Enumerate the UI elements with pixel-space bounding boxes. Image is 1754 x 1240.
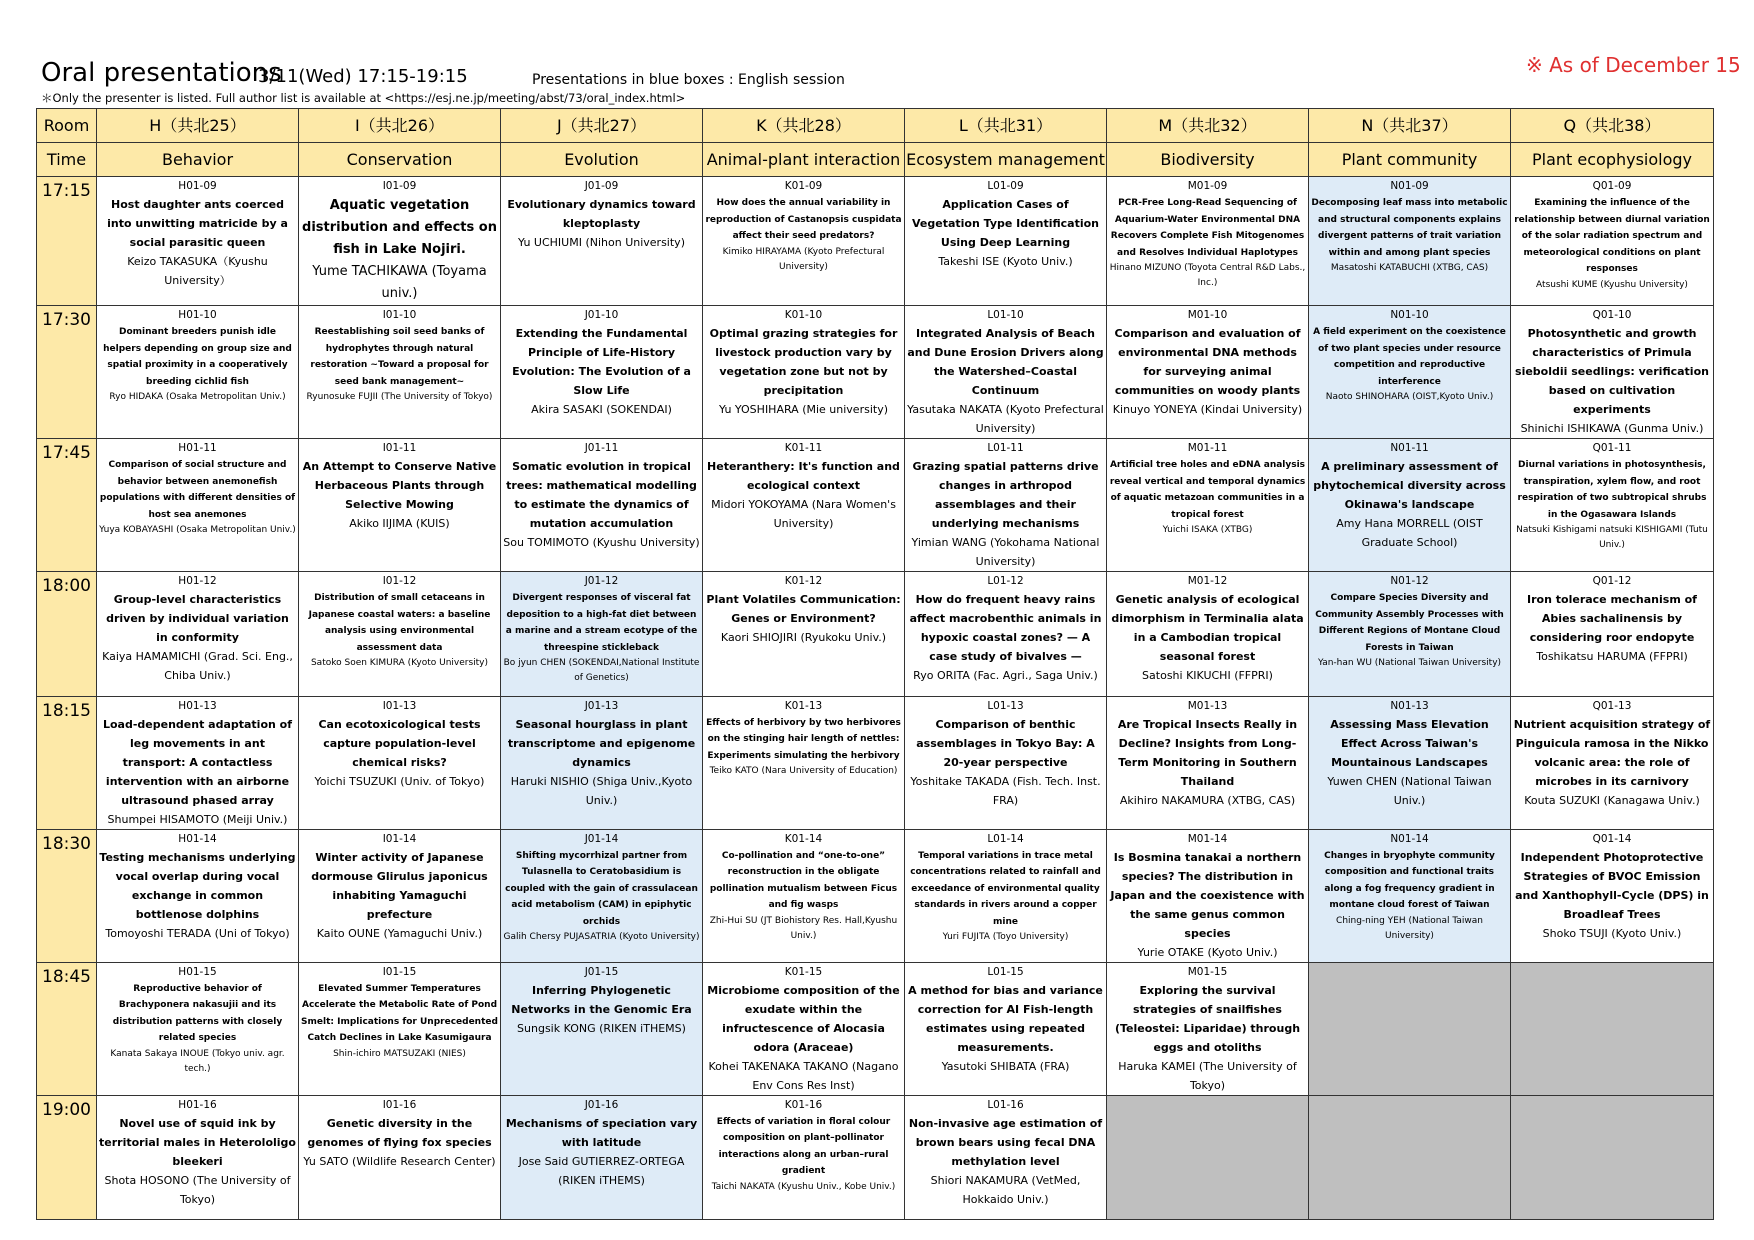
presentation-cell — [1309, 572, 1511, 697]
presenter-name: Ryunosuke FUJII (The University of Tokyo) — [306, 392, 493, 402]
presentation-cell — [299, 439, 501, 572]
presentation-code: M01-09 — [1187, 180, 1228, 192]
presentation-title: Decomposing leaf mass into metabolic and structural components explains divergent patterns of trait variation within and among plant species — [1311, 198, 1508, 258]
presentation-cell — [97, 306, 299, 439]
presenter-name: Yuya KOBAYASHI (Osaka Metropolitan Univ.) — [99, 525, 296, 535]
presenter-name: Yan-han WU (National Taiwan University) — [1317, 658, 1502, 668]
presentation-title: Co-pollination and “one-to-one” reconstruction in the obligate pollination mutualism between Ficus and fig wasps — [709, 850, 898, 910]
presenter-name: Satoshi KIKUCHI (FFPRI) — [1142, 669, 1273, 682]
presentation-cell — [1511, 829, 1714, 962]
presentation-code: I01-15 — [382, 965, 417, 978]
presentation-cell — [1309, 696, 1511, 829]
presentation-code: N01-12 — [1390, 575, 1429, 587]
presenter-name: Sungsik KONG (RIKEN iTHEMS) — [517, 1021, 686, 1035]
presentation-title: Artificial tree holes and eDNA analysis reveal vertical and temporal dynamics of aquatic metazoan communities in a tropical forest — [1109, 460, 1306, 520]
presentation-code: Q01-11 — [1592, 442, 1632, 454]
time-slot-label: 18:00 — [37, 572, 97, 697]
presenter-name: Shinichi ISHIKAWA (Gunma Univ.) — [1520, 422, 1704, 435]
topic-header: Evolution — [501, 143, 703, 177]
presentation-code: Q01-12 — [1592, 575, 1632, 587]
presentation-code: H01-13 — [178, 699, 217, 712]
presentation-code: N01-09 — [1390, 180, 1429, 192]
presentation-code: Q01-10 — [1592, 309, 1632, 321]
presenter-name: Yurie OTAKE (Kyoto Univ.) — [1137, 945, 1278, 959]
room-header: Q（共北38） — [1511, 109, 1714, 143]
presentation-code: K01-11 — [784, 442, 823, 454]
room-header: I（共北26） — [299, 109, 501, 143]
presentation-title: Seasonal hourglass in plant transcriptome and epigenome dynamics — [507, 717, 696, 769]
presentation-code: I01-10 — [382, 309, 417, 321]
presentation-code: L01-09 — [987, 180, 1024, 192]
presentation-title: Host daughter ants coerced into unwitting matricide by a social parasitic queen — [107, 198, 288, 249]
presentation-cell — [905, 572, 1107, 697]
presentation-cell — [97, 439, 299, 572]
presentation-title: Distribution of small cetaceans in Japanese coastal waters: a baseline analysis using environmental assessment data — [308, 593, 491, 653]
time-slot-row — [37, 572, 1714, 697]
empty-slot — [1309, 962, 1511, 1095]
presentation-title: Iron tolerace mechanism of Abies sachalinensis by considering roor endopyte — [1527, 593, 1697, 644]
presentation-title: Integrated Analysis of Beach and Dune Erosion Drivers along the Watershed–Coastal Continuum — [907, 327, 1104, 397]
presentation-title: Assessing Mass Elevation Effect Across Taiwan's Mountainous Landscapes — [1330, 717, 1489, 769]
presentation-title: Reproductive behavior of Brachyponera nakasujii and its distribution patterns with closely related species — [112, 983, 283, 1043]
presentation-code: H01-15 — [178, 965, 217, 978]
presentation-code: Q01-09 — [1592, 180, 1632, 192]
as-of-date: ※ As of December 15 — [1526, 53, 1741, 77]
time-slot-label: 17:15 — [37, 177, 97, 306]
presentation-title: Extending the Fundamental Principle of Life-History Evolution: The Evolution of a Slow Life — [512, 327, 691, 397]
time-slot-row — [37, 1095, 1714, 1220]
presentation-code: J01-12 — [584, 575, 619, 587]
presenter-name: Natsuki Kishigami natsuki KISHIGAMI (Tutu Univ.) — [1516, 525, 1708, 550]
presenter-name: Akihiro NAKAMURA (XTBG, CAS) — [1119, 793, 1296, 807]
presentation-cell — [299, 1095, 501, 1220]
presenter-name: Toshikatsu HARUMA (FFPRI) — [1536, 650, 1688, 663]
presentation-code: L01-15 — [987, 965, 1024, 978]
presentation-cell — [905, 439, 1107, 572]
time-slot-row — [37, 829, 1714, 962]
time-slot-row — [37, 696, 1714, 829]
time-slot-row — [37, 177, 1714, 306]
presenter-name: Yuri FUJITA (Toyo University) — [942, 932, 1069, 942]
presentation-code: M01-15 — [1187, 965, 1228, 978]
presentation-title: Dominant breeders punish idle helpers depending on group size and spatial proximity in a cooperatively breeding cichlid fish — [103, 327, 292, 387]
time-slot-label: 19:00 — [37, 1095, 97, 1220]
presentation-code: I01-13 — [382, 699, 417, 712]
presentation-cell — [501, 962, 703, 1095]
presentation-title: Is Bosmina tanakai a northern species? The distribution in Japan and the coexistence with the same genus common species — [1110, 850, 1305, 940]
presentation-code: L01-11 — [987, 442, 1024, 454]
presentation-title: Comparison and evaluation of environmental DNA methods for surveying animal communities on woody plants — [1114, 327, 1301, 397]
presenter-name: Kanata Sakaya INOUE (Tokyo univ. agr. tech.) — [110, 1048, 285, 1074]
presentation-code: N01-11 — [1390, 442, 1429, 454]
presentation-cell — [501, 177, 703, 306]
presenter-name: Haruka KAMEI (The University of Tokyo) — [1118, 1059, 1297, 1092]
presenter-name: Akiko IIJIMA (KUIS) — [349, 517, 450, 530]
presenter-name: Keizo TAKASUKA（Kyushu University） — [127, 255, 268, 287]
time-slot-label: 17:45 — [37, 439, 97, 572]
presentation-cell — [703, 829, 905, 962]
presentation-title: Somatic evolution in tropical trees: mathematical modelling to estimate the dynamics of mutation accumulation — [506, 460, 697, 530]
presentation-cell — [97, 177, 299, 306]
presenter-name: Atsushi KUME (Kyushu University) — [1536, 279, 1688, 290]
presenter-name: Yoichi TSUZUKI (Univ. of Tokyo) — [314, 774, 485, 788]
presenter-name: Zhi-Hui SU (JT Biohistory Res. Hall,Kyushu Univ.) — [709, 915, 898, 941]
presenter-name: Kaori SHIOJIRI (Ryukoku Univ.) — [720, 631, 887, 644]
time-slot-label: 18:30 — [37, 829, 97, 962]
presentation-title: Divergent responses of visceral fat deposition to a high-fat diet between a marine and a stream ecotype of the threespine stickleback — [505, 593, 698, 653]
presentation-cell — [703, 1095, 905, 1220]
presentation-code: L01-14 — [987, 832, 1024, 845]
presentation-cell — [703, 962, 905, 1095]
presenter-name: Bo jyun CHEN (SOKENDAI,National Institute of Genetics) — [503, 658, 700, 683]
presentation-code: H01-14 — [178, 832, 217, 845]
presentation-cell — [1511, 177, 1714, 306]
topic-header: Conservation — [299, 143, 501, 177]
presenter-name: Taichi NAKATA (Kyushu Univ., Kobe Univ.) — [711, 1181, 896, 1192]
presentation-cell — [97, 572, 299, 697]
empty-slot — [1309, 1095, 1511, 1220]
presentation-title: Can ecotoxicological tests capture population-level chemical risks? — [318, 717, 481, 769]
presentation-cell — [501, 439, 703, 572]
presentation-code: I01-12 — [382, 575, 417, 587]
presentation-code: N01-10 — [1390, 309, 1429, 321]
presentation-title: Genetic analysis of ecological dimorphism in Terminalia alata in a Cambodian tropical seasonal forest — [1111, 593, 1304, 663]
presentation-title: Evolutionary dynamics toward kleptoplasty — [507, 198, 696, 230]
presentation-cell — [299, 572, 501, 697]
presenter-name: Yume TACHIKAWA (Toyama univ.) — [312, 264, 487, 301]
topic-header: Plant ecophysiology — [1511, 143, 1714, 177]
time-slot-label: 17:30 — [37, 306, 97, 439]
presentation-title: Grazing spatial patterns drive changes in arthropod assemblages and their underlying mechanisms — [912, 460, 1099, 530]
presenter-name: Yu UCHIUMI (Nihon University) — [518, 236, 685, 249]
presentation-title: Load-dependent adaptation of leg movements in ant transport: A contactless intervention with an airborne ultrasound phased array — [102, 717, 293, 807]
presentation-cell — [501, 306, 703, 439]
presentation-cell — [97, 829, 299, 962]
presentation-code: L01-10 — [987, 309, 1024, 321]
presentation-cell — [905, 177, 1107, 306]
presentation-title: Application Cases of Vegetation Type Identification Using Deep Learning — [912, 198, 1099, 249]
presenter-name: Satoko Soen KIMURA (Kyoto University) — [310, 658, 489, 668]
presentation-cell — [703, 439, 905, 572]
presentation-code: N01-14 — [1390, 832, 1429, 845]
presentation-title: Diurnal variations in photosynthesis, transpiration, xylem flow, and root respiration of two subtropical shrubs in the Ogasawara Islands — [1517, 460, 1707, 520]
presentation-title: Shifting mycorrhizal partner from Tulasnella to Ceratobasidium is coupled with the gain of crassulacean acid metabolism (CAM) in epiphytic orchids — [505, 850, 698, 927]
presentation-cell — [1107, 696, 1309, 829]
presenter-name: Shoko TSUJI (Kyoto Univ.) — [1542, 926, 1682, 940]
presentation-title: Comparison of social structure and behavior between anemonefish populations with different densities of host sea anemones — [99, 460, 296, 520]
presentation-code: J01-10 — [584, 309, 619, 321]
empty-slot — [1107, 1095, 1309, 1220]
presenter-name: Midori YOKOYAMA (Nara Women's University) — [711, 498, 896, 530]
presentation-cell — [905, 962, 1107, 1095]
presentation-cell — [1107, 962, 1309, 1095]
presenter-name: Teiko KATO (Nara University of Education) — [709, 766, 898, 776]
presentation-cell — [97, 962, 299, 1095]
presentation-title: Mechanisms of speciation vary with latitude — [505, 1116, 698, 1149]
presentation-code: Q01-14 — [1592, 832, 1632, 845]
presentation-title: Testing mechanisms underlying vocal overlap during vocal exchange in common bottlenose dolphins — [99, 850, 296, 921]
presentation-title: A method for bias and variance correction for AI Fish-length estimates using repeated measurements. — [908, 983, 1103, 1054]
presentation-code: J01-13 — [584, 699, 619, 712]
presentation-title: Temporal variations in trace metal concentrations related to rainfall and exceedance of environmental quality standards in rivers around a copper mine — [910, 850, 1101, 927]
presenter-name: Yuwen CHEN (National Taiwan Univ.) — [1327, 774, 1492, 807]
presenter-name: Haruki NISHIO (Shiga Univ.,Kyoto Univ.) — [510, 774, 693, 807]
presentation-code: K01-13 — [784, 699, 823, 712]
presentation-cell — [1511, 696, 1714, 829]
presentation-code: J01-11 — [584, 442, 619, 454]
english-session-note: Presentations in blue boxes : English session — [532, 72, 845, 88]
presentation-cell — [905, 696, 1107, 829]
presenter-name: Ching-ning YEH (National Taiwan University) — [1336, 915, 1483, 941]
presenter-name: Kouta SUZUKI (Kanagawa Univ.) — [1524, 793, 1700, 807]
presentation-cell — [1511, 306, 1714, 439]
presentation-cell — [501, 1095, 703, 1220]
presentation-title: Photosynthetic and growth characteristics of Primula sieboldii seedlings: verification based on cultivation experiments — [1515, 327, 1709, 416]
presentation-cell — [97, 1095, 299, 1220]
presentation-cell — [703, 572, 905, 697]
schedule-table — [36, 108, 1714, 1220]
presenter-name: Galih Chersy PUJASATRIA (Kyoto University) — [503, 932, 700, 942]
presentation-cell — [905, 1095, 1107, 1220]
presentation-code: J01-15 — [584, 965, 619, 978]
presentation-cell — [501, 696, 703, 829]
room-header: K（共北28） — [703, 109, 905, 143]
presentation-title: Comparison of benthic assemblages in Tokyo Bay: A 20-year perspective — [916, 717, 1095, 769]
presentation-title: Optimal grazing strategies for livestock production vary by vegetation zone but not by precipitation — [709, 327, 898, 397]
presentation-cell — [97, 696, 299, 829]
presentation-cell — [905, 306, 1107, 439]
presentation-cell — [501, 829, 703, 962]
topic-header: Ecosystem management — [905, 143, 1107, 177]
presentation-code: H01-16 — [178, 1098, 217, 1111]
presentation-cell — [1309, 306, 1511, 439]
presentation-title: Inferring Phylogenetic Networks in the Genomic Era — [511, 983, 692, 1016]
presentation-cell — [905, 829, 1107, 962]
presentation-code: L01-16 — [987, 1098, 1024, 1111]
presenter-name: Masatoshi KATABUCHI (XTBG, CAS) — [1330, 263, 1489, 273]
presenter-name: Hinano MIZUNO (Toyota Central R&D Labs., Inc.) — [1109, 263, 1306, 288]
page-title: Oral presentations — [41, 58, 282, 88]
presenter-name: Yimian WANG (Yokohama National University) — [911, 536, 1100, 568]
presentation-title: Examining the influence of the relationship between diurnal variation of the solar radiation spectrum and meteorological conditions on plant responses — [1514, 198, 1710, 274]
presentation-title: How does the annual variability in reproduction of Castanopsis cuspidata affect their seed predators? — [705, 198, 902, 241]
presentation-title: Aquatic vegetation distribution and effects on fish in Lake Nojiri. — [302, 198, 497, 257]
presenter-name: Sou TOMIMOTO (Kyushu University) — [503, 536, 700, 549]
presentation-title: How do frequent heavy rains affect macrobenthic animals in hypoxic coastal zones? — A case study of bivalves — — [909, 593, 1102, 663]
topic-header: Biodiversity — [1107, 143, 1309, 177]
presentation-title: Heteranthery: It's function and ecological context — [707, 460, 900, 492]
presentation-title: Microbiome composition of the exudate within the infructescence of Alocasia odora (Araceae) — [707, 983, 900, 1054]
presentation-title: A field experiment on the coexistence of two plant species under resource competition and reproductive interference — [1313, 327, 1506, 387]
presentation-title: Group-level characteristics driven by individual variation in conformity — [106, 593, 289, 644]
presentation-code: L01-12 — [987, 575, 1024, 587]
topic-header: Plant community — [1309, 143, 1511, 177]
presentation-title: Effects of variation in floral colour composition on plant–pollinator interactions along an urban–rural gradient — [716, 1116, 891, 1176]
presenter-name: Naoto SHINOHARA (OIST,Kyoto Univ.) — [1325, 392, 1494, 402]
topic-header-row — [37, 143, 1714, 177]
presentation-cell — [1107, 177, 1309, 306]
presentation-code: N01-13 — [1390, 699, 1429, 712]
presenter-name: Shota HOSONO (The University of Tokyo) — [104, 1173, 291, 1206]
presenter-name: Yuichi ISAKA (XTBG) — [1162, 525, 1253, 535]
presentation-code: L01-13 — [987, 699, 1024, 712]
presentation-cell — [1511, 439, 1714, 572]
presentation-cell — [299, 306, 501, 439]
time-slot-row — [37, 962, 1714, 1095]
presenter-name: Yu SATO (Wildlife Research Center) — [303, 1154, 496, 1168]
presentation-code: M01-14 — [1187, 832, 1228, 845]
presentation-cell — [703, 306, 905, 439]
presenter-name: Amy Hana MORRELL (OIST Graduate School) — [1336, 517, 1483, 549]
time-label: Time — [37, 143, 97, 177]
presentation-code: I01-14 — [382, 832, 417, 845]
presenter-name: Shin-ichiro MATSUZAKI (NIES) — [333, 1048, 466, 1059]
room-header: M（共北32） — [1107, 109, 1309, 143]
presentation-cell — [299, 177, 501, 306]
presentation-code: M01-13 — [1187, 699, 1228, 712]
presentation-code: M01-11 — [1187, 442, 1228, 454]
room-header-row — [37, 109, 1714, 143]
presentation-title: A preliminary assessment of phytochemical diversity across Okinawa's landscape — [1313, 460, 1506, 511]
session-datetime: 3/11(Wed) 17:15-19:15 — [258, 66, 468, 87]
presentation-cell — [1511, 572, 1714, 697]
presenter-name: Kaito OUNE (Yamaguchi Univ.) — [316, 926, 483, 940]
presenter-name: Shiori NAKAMURA (VetMed, Hokkaido Univ.) — [930, 1173, 1081, 1206]
presentation-code: H01-12 — [178, 575, 217, 587]
presenter-name: Kinuyo YONEYA (Kindai University) — [1112, 403, 1303, 416]
presentation-cell — [299, 962, 501, 1095]
author-list-note: ＊Only the presenter is listed. Full author list is available at <https://esj.ne.jp/meeting/abst/73/oral_index.html> — [41, 91, 686, 105]
room-header: N（共北37） — [1309, 109, 1511, 143]
presentation-title: Changes in bryophyte community composition and functional traits along a fog frequency gradient in montane cloud forest of Taiwan — [1324, 850, 1495, 910]
presentation-title: Novel use of squid ink by territorial males in Heterololigo bleekeri — [99, 1116, 296, 1168]
presentation-code: I01-11 — [382, 442, 417, 454]
presentation-title: Genetic diversity in the genomes of flying fox species — [307, 1116, 492, 1149]
presentation-cell — [1309, 829, 1511, 962]
presenter-name: Takeshi ISE (Kyoto Univ.) — [938, 255, 1073, 268]
time-slot-label: 18:45 — [37, 962, 97, 1095]
presentation-cell — [299, 829, 501, 962]
presentation-code: K01-10 — [784, 309, 823, 321]
presentation-cell — [1107, 306, 1309, 439]
time-slot-label: 18:15 — [37, 696, 97, 829]
presentation-title: Compare Species Diversity and Community Assembly Processes with Different Regions of Montane Cloud Forests in Taiwan — [1315, 593, 1504, 653]
empty-slot — [1511, 962, 1714, 1095]
presentation-cell — [703, 696, 905, 829]
presentation-code: K01-09 — [784, 180, 823, 192]
presenter-name: Yasutoki SHIBATA (FRA) — [941, 1059, 1070, 1073]
presentation-code: J01-16 — [584, 1098, 619, 1111]
presentation-title: PCR-Free Long-Read Sequencing of Aquarium-Water Environmental DNA Recovers Complete Fish Mitogenomes and Resolves Individual Haplotypes — [1110, 198, 1305, 258]
presenter-name: Kohei TAKENAKA TAKANO (Nagano Env Cons Res Inst) — [708, 1059, 899, 1092]
presenter-name: Kaiya HAMAMICHI (Grad. Sci. Eng., Chiba Univ.) — [102, 650, 293, 682]
topic-header: Behavior — [97, 143, 299, 177]
presentation-title: Nutrient acquisition strategy of Pinguicula ramosa in the Nikko volcanic area: the role of microbes in its carnivory — [1513, 717, 1711, 788]
presenter-name: Yu YOSHIHARA (Mie university) — [718, 403, 889, 416]
presentation-cell — [501, 572, 703, 697]
presentation-code: I01-09 — [382, 180, 417, 192]
presentation-title: Non-invasive age estimation of brown bears using fecal DNA methylation level — [908, 1116, 1103, 1168]
presentation-code: K01-12 — [784, 575, 823, 587]
presentation-code: M01-10 — [1187, 309, 1228, 321]
presentation-code: J01-14 — [584, 832, 619, 845]
presentation-title: Independent Photoprotective Strategies of BVOC Emission and Xanthophyll-Cycle (DPS) in Broadleaf Trees — [1515, 850, 1709, 921]
presentation-cell — [1107, 439, 1309, 572]
presentation-cell — [1107, 829, 1309, 962]
presenter-name: Ryo HIDAKA (Osaka Metropolitan Univ.) — [109, 392, 286, 402]
presentation-title: Are Tropical Insects Really in Decline? Insights from Long-Term Monitoring in Southern Thailand — [1117, 717, 1298, 788]
room-header: H（共北25） — [97, 109, 299, 143]
room-header: J（共北27） — [501, 109, 703, 143]
room-header: L（共北31） — [905, 109, 1107, 143]
room-label: Room — [37, 109, 97, 143]
presenter-name: Shumpei HISAMOTO (Meiji Univ.) — [107, 812, 288, 826]
presentation-cell — [703, 177, 905, 306]
presentation-title: Effects of herbivory by two herbivores on the stinging hair length of nettles: Experiments simulating the herbivory — [706, 717, 901, 761]
presenter-name: Akira SASAKI (SOKENDAI) — [531, 403, 672, 416]
presenter-name: Yasutaka NAKATA (Kyoto Prefectural University) — [907, 403, 1104, 435]
presenter-name: Yoshitake TAKADA (Fish. Tech. Inst. FRA) — [910, 774, 1101, 807]
topic-header: Animal-plant interaction — [703, 143, 905, 177]
time-slot-row — [37, 306, 1714, 439]
presentation-code: H01-09 — [178, 180, 217, 192]
presenter-name: Tomoyoshi TERADA (Uni of Tokyo) — [105, 926, 290, 940]
presentation-code: K01-14 — [784, 832, 823, 845]
presenter-name: Kimiko HIRAYAMA (Kyoto Prefectural University) — [722, 246, 885, 272]
presentation-code: H01-11 — [178, 442, 217, 454]
presentation-title: Reestablishing soil seed banks of hydrophytes through natural restoration ~Toward a proposal for seed bank management~ — [310, 327, 489, 387]
presentation-code: M01-12 — [1187, 575, 1228, 587]
presentation-title: Plant Volatiles Communication: Genes or Environment? — [706, 593, 901, 625]
time-slot-row — [37, 439, 1714, 572]
presentation-title: Winter activity of Japanese dormouse Glirulus japonicus inhabiting Yamaguchi prefecture — [311, 850, 488, 921]
presentation-code: K01-16 — [784, 1098, 823, 1111]
presentation-code: K01-15 — [784, 965, 823, 978]
presentation-cell — [1107, 572, 1309, 697]
presenter-name: Jose Said GUTIERREZ-ORTEGA (RIKEN iTHEMS) — [518, 1154, 685, 1187]
presentation-title: Exploring the survival strategies of snailfishes (Teleostei: Liparidae) through eggs and otoliths — [1114, 983, 1301, 1054]
presentation-code: Q01-13 — [1592, 699, 1632, 712]
presentation-code: I01-16 — [382, 1098, 417, 1111]
presentation-code: H01-10 — [178, 309, 217, 321]
presentation-cell — [1309, 439, 1511, 572]
presentation-title: An Attempt to Conserve Native Herbaceous Plants through Selective Mowing — [302, 460, 497, 511]
presentation-cell — [299, 696, 501, 829]
presentation-code: J01-09 — [584, 180, 619, 192]
empty-slot — [1511, 1095, 1714, 1220]
presentation-title: Elevated Summer Temperatures Accelerate the Metabolic Rate of Pond Smelt: Implications for Unprecedented Catch Declines in Lake Kasumigaura — [301, 983, 498, 1043]
presenter-name: Ryo ORITA (Fac. Agri., Saga Univ.) — [913, 669, 1098, 682]
presentation-cell — [1309, 177, 1511, 306]
